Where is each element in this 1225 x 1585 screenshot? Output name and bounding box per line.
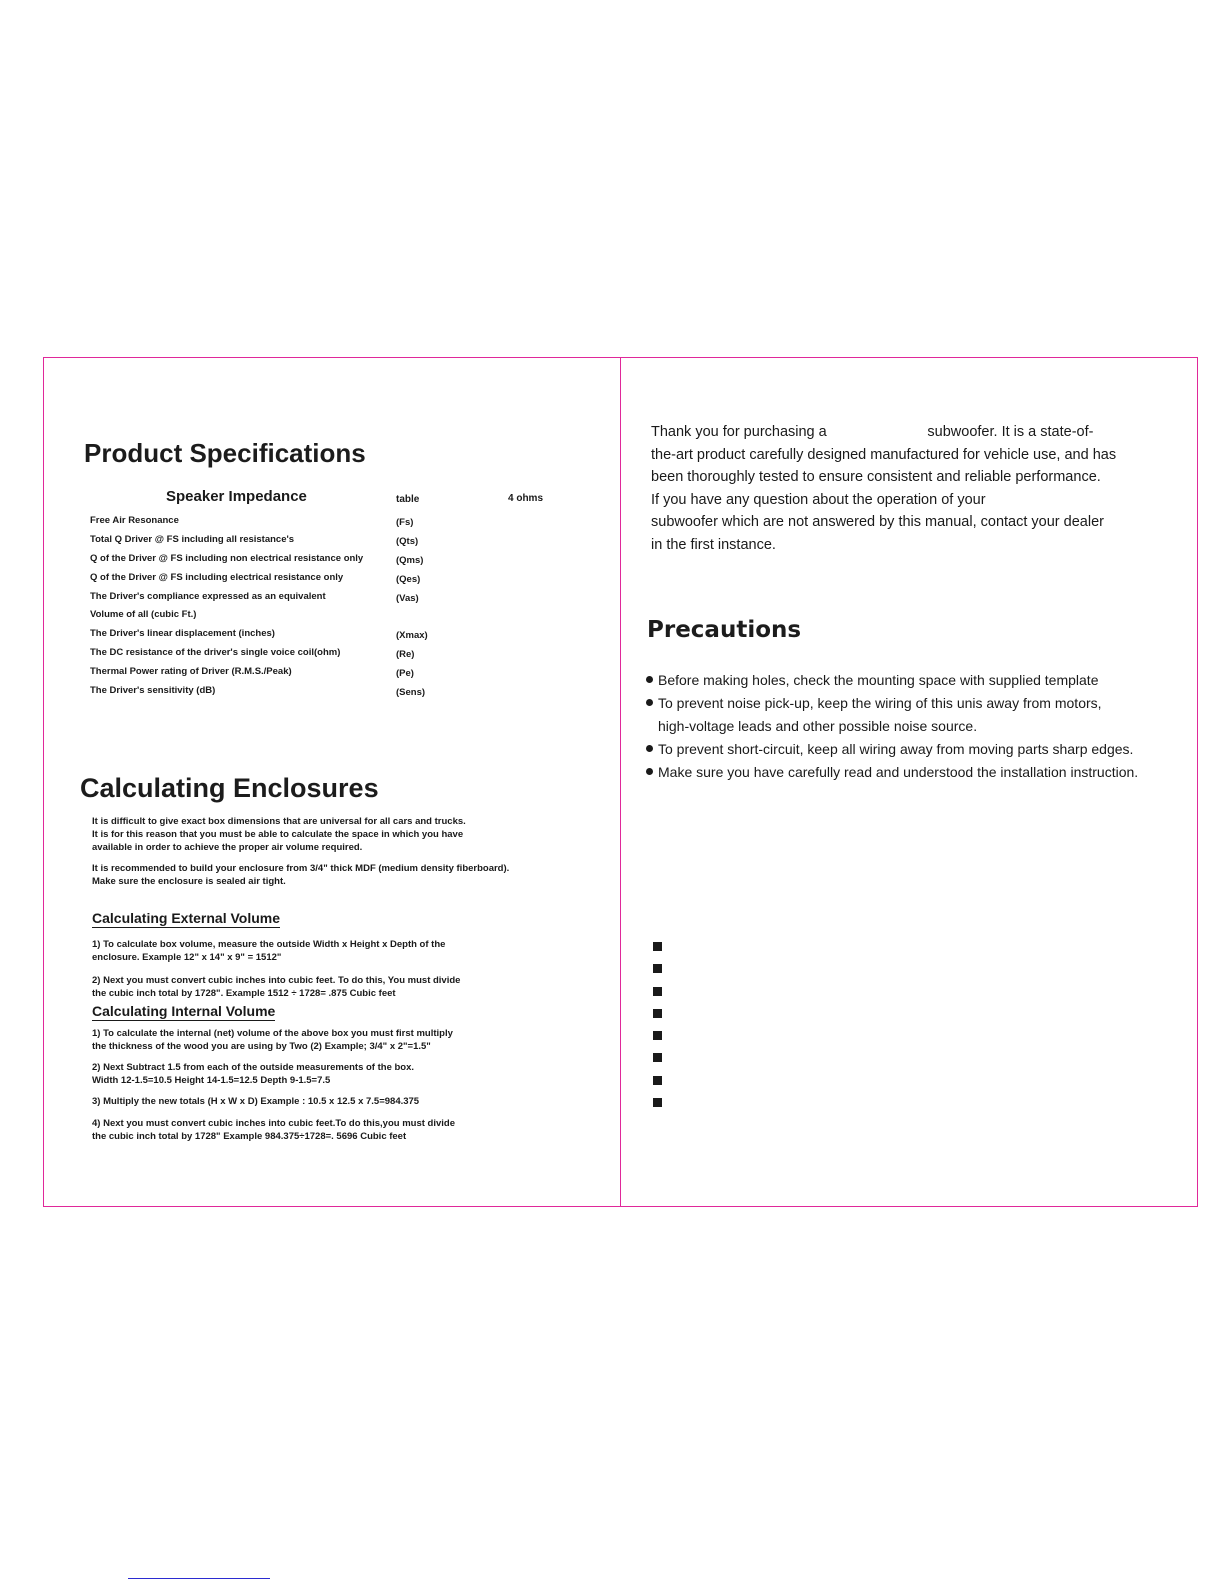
precaution-text: To prevent noise pick-up, keep the wiring of this unis away from motors, — [658, 695, 1102, 711]
speaker-impedance-label: Speaker Impedance — [166, 488, 307, 505]
internal-step-line: the thickness of the wood you are using by Two (2) Example; 3/4" x 2"=1.5" — [92, 1041, 431, 1052]
intro-line: been thoroughly tested to ensure consistent and reliable performance. — [651, 469, 1101, 485]
intro-line: If you have any question about the operation of your — [651, 491, 986, 508]
enclosure-paragraph-line: It is difficult to give exact box dimensions that are universal for all cars and trucks. — [92, 816, 466, 827]
bullet-dot-icon — [646, 699, 653, 706]
bullet-dot-icon — [646, 745, 653, 752]
external-step-line: 1) To calculate box volume, measure the outside Width x Height x Depth of the — [92, 939, 446, 950]
precaution-continuation: high-voltage leads and other possible noise source. — [658, 718, 978, 734]
precaution-item — [646, 764, 1138, 780]
enclosure-paragraph-line: Make sure the enclosure is sealed air tight. — [92, 876, 286, 887]
square-bullet-icon — [653, 1009, 662, 1018]
intro-paragraph — [651, 421, 1171, 556]
bullet-dot-icon — [646, 768, 653, 775]
precaution-text: Make sure you have carefully read and understood the installation instruction. — [658, 764, 1139, 780]
internal-step-line: 3) Multiply the new totals (H x W x D) Example : 10.5 x 12.5 x 7.5=984.375 — [92, 1096, 420, 1107]
spec-label: Thermal Power rating of Driver (R.M.S./Peak) — [90, 666, 292, 677]
intro-line: in the first instance. — [651, 536, 776, 553]
impedance-table-label: table — [396, 494, 420, 505]
center-divider — [620, 357, 621, 1207]
external-step-line: the cubic inch total by 1728". Example 1512 ÷ 1728= .875 Cubic feet — [92, 988, 396, 999]
internal-step-line: 2) Next Subtract 1.5 from each of the outside measurements of the box. — [92, 1062, 415, 1073]
square-bullet-icon — [653, 1053, 662, 1062]
internal-step-line: Width 12-1.5=10.5 Height 14-1.5=12.5 Depth 9-1.5=7.5 — [92, 1075, 331, 1086]
square-bullet-icon — [653, 1031, 662, 1040]
intro-line: subwoofer which are not answered by this manual, contact your dealer — [651, 514, 1104, 530]
internal-step-line: the cubic inch total by 1728" Example 984.375÷1728=. 5696 Cubic feet — [92, 1131, 407, 1142]
precaution-item — [646, 672, 1098, 688]
spec-label: Q of the Driver @ FS including electrical resistance only — [90, 572, 344, 583]
spec-symbol: (Re) — [396, 649, 415, 660]
square-bullet-icon — [653, 964, 662, 973]
external-step-line: 2) Next you must convert cubic inches into cubic feet. To do this, You must divide — [92, 975, 461, 986]
intro-line: the-art product carefully designed manufactured for vehicle use, and has — [651, 446, 1117, 463]
internal-volume-heading: Calculating Internal Volume — [92, 1003, 276, 1019]
intro-line: Thank you for purchasing a subwoofer. It is a state-of- — [651, 424, 1094, 440]
square-bullet-icon — [653, 1098, 662, 1107]
impedance-value: 4 ohms — [508, 493, 544, 504]
square-bullet-icon — [653, 1076, 662, 1085]
spec-label: The DC resistance of the driver's single voice coil(ohm) — [90, 647, 341, 658]
footer-rule — [128, 1578, 270, 1579]
precaution-item — [646, 741, 1133, 757]
precaution-text: To prevent short-circuit, keep all wiring away from moving parts sharp edges. — [658, 741, 1134, 757]
spec-label: Free Air Resonance — [90, 515, 179, 526]
spec-symbol: (Fs) — [396, 517, 414, 528]
spec-symbol: (Pe) — [396, 668, 414, 679]
precaution-text: Before making holes, check the mounting space with supplied template — [658, 672, 1099, 688]
enclosure-paragraph-line: It is recommended to build your enclosure from 3/4" thick MDF (medium density fiberboard). — [92, 863, 510, 874]
precaution-item — [646, 695, 1102, 711]
spec-symbol: (Qms) — [396, 555, 424, 566]
bullet-dot-icon — [646, 676, 653, 683]
internal-step-line: 1) To calculate the internal (net) volume of the above box you must first multiply — [92, 1028, 453, 1039]
spec-label: Q of the Driver @ FS including non electrical resistance only — [90, 553, 364, 564]
spec-symbol: (Vas) — [396, 593, 419, 604]
product-specifications-title: Product Specifications — [84, 438, 366, 468]
precautions-title: Precautions — [647, 617, 802, 643]
external-step-line: enclosure. Example 12" x 14" x 9" = 1512" — [92, 952, 282, 963]
spec-symbol: (Xmax) — [396, 630, 428, 641]
square-bullet-icon — [653, 942, 662, 951]
calculating-enclosures-title: Calculating Enclosures — [80, 773, 379, 803]
spec-symbol: (Qes) — [396, 574, 421, 585]
spec-label: The Driver's linear displacement (inches) — [90, 628, 275, 639]
internal-step-line: 4) Next you must convert cubic inches into cubic feet.To do this,you must divide — [92, 1118, 455, 1129]
enclosure-paragraph-line: It is for this reason that you must be able to calculate the space in which you have — [92, 829, 464, 840]
spec-label: The Driver's sensitivity (dB) — [90, 685, 216, 696]
enclosure-paragraph-line: available in order to achieve the proper air volume required. — [92, 842, 363, 853]
spec-symbol: (Qts) — [396, 536, 419, 547]
external-volume-heading: Calculating External Volume — [92, 910, 281, 926]
square-bullet-icon — [653, 987, 662, 996]
spec-label: Total Q Driver @ FS including all resistance's — [90, 534, 295, 545]
spec-symbol: (Sens) — [396, 687, 426, 698]
spec-label: Volume of all (cubic Ft.) — [90, 609, 197, 620]
spec-label: The Driver's compliance expressed as an equivalent — [90, 591, 326, 602]
